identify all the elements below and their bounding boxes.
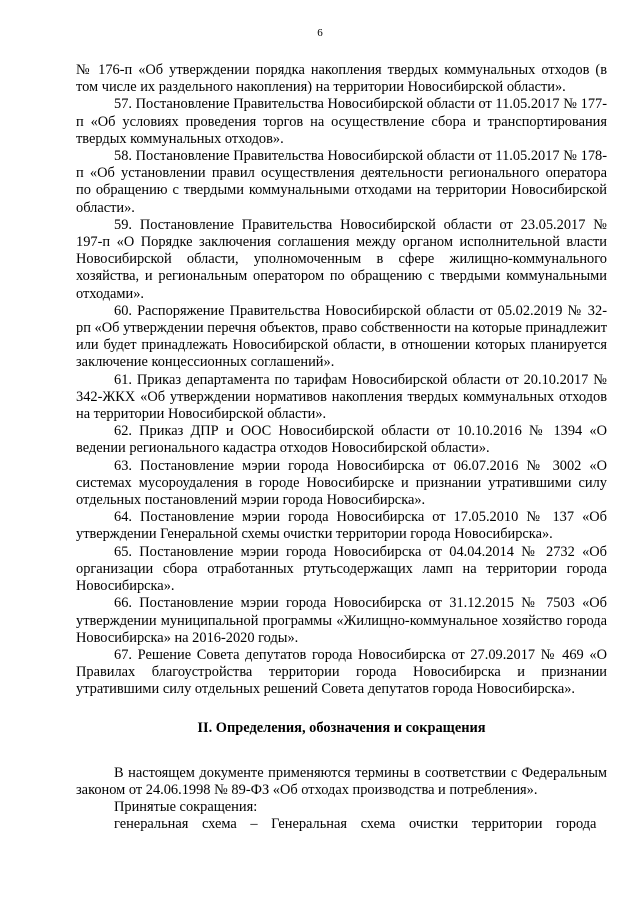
list-item-57: 57. Постановление Правительства Новосибирской области от 11.05.2017 № 177-п «Об условиях проведения торгов на осуществление сбора и транспортирования твердых коммунальных отходов». <box>76 96 607 147</box>
list-item-67: 67. Решение Совета депутатов города Новосибирска от 27.09.2017 № 469 «О Правилах благоустройства территории города Новосибирска и признании утратившими силу отдельных решений Совета депутатов города Новосибирска». <box>76 646 607 698</box>
list-item-66: 66. Постановление мэрии города Новосибирска от 31.12.2015 № 7503 «Об утверждении муниципальной программы «Жилищно-коммунальное хозяйство города Новосибирска» на 2016-2020 годы». <box>76 595 607 646</box>
legal-references-list <box>76 62 607 699</box>
list-item-56-continuation: № 176-п «Об утверждении порядка накопления твердых коммунальных отходов (в том числе их раздельного накопления) на территории Новосибирской области». <box>76 62 607 96</box>
list-item-60: 60. Распоряжение Правительства Новосибирской области от 05.02.2019 № 32-рп «Об утверждении перечня объектов, право собственности на которые принадлежит или будет принадлежать Новосибирской области, в отношении которых планируется заключение концессионных соглашений». <box>76 302 607 371</box>
abbreviations-label: Принятые сокращения: <box>114 799 258 816</box>
list-item-59: 59. Постановление Правительства Новосибирской области от 23.05.2017 № 197-п «О Порядке заключения соглашения между органом исполнительной власти Новосибирской области, уполномоченным в сфере жилищно-коммунального хозяйства, и региональным оператором по обращению с твердыми коммунальными отходами». <box>76 216 607 302</box>
definition-general-scheme: генеральная схема – Генеральная схема очистки территории города <box>114 816 597 833</box>
section-intro: В настоящем документе применяются термины в соответствии с Федеральным законом от 24.06.1998 № 89-ФЗ «Об отходах производства и потребления». <box>76 764 607 798</box>
page-number: 6 <box>317 27 323 39</box>
list-item-61: 61. Приказ департамента по тарифам Новосибирской области от 20.10.2017 № 342-ЖКХ «Об утверждении нормативов накопления твердых коммунальных отходов на территории Новосибирской области». <box>76 371 607 423</box>
document-body <box>76 62 607 834</box>
section-heading: II. Определения, обозначения и сокращения <box>197 719 486 736</box>
list-item-62: 62. Приказ ДПР и ООС Новосибирской области от 10.10.2016 № 1394 «О ведении регионального кадастра отходов Новосибирской области». <box>76 423 607 457</box>
list-item-58: 58. Постановление Правительства Новосибирской области от 11.05.2017 № 178-п «Об установлении правил осуществления деятельности регионального оператора по обращению с твердыми коммунальными отходами на территории Новосибирской области». <box>76 148 607 216</box>
list-item-63: 63. Постановление мэрии города Новосибирска от 06.07.2016 № 3002 «О системах мусороудаления в городе Новосибирске и признании утратившими силу отдельных постановлений мэрии города Новосибирска». <box>76 457 607 509</box>
list-item-65: 65. Постановление мэрии города Новосибирска от 04.04.2014 № 2732 «Об организации сбора отработанных ртутьсодержащих ламп на территории города Новосибирска». <box>76 543 607 595</box>
list-item-64: 64. Постановление мэрии города Новосибирска от 17.05.2010 № 137 «Об утверждении Генеральной схемы очистки территории города Новосибирска». <box>76 509 607 543</box>
